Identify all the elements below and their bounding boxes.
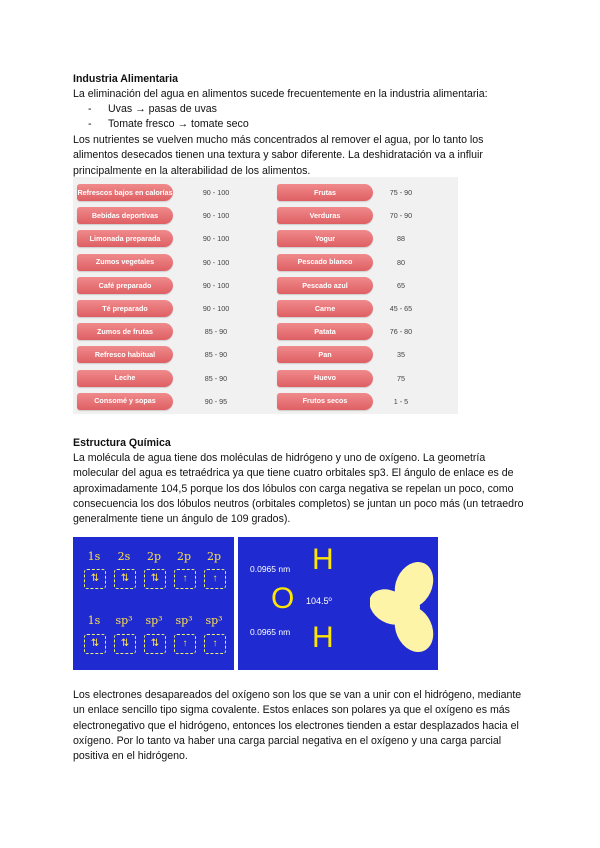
orbital-label: 2s — [117, 550, 131, 563]
orbital-box: ⇅ — [144, 569, 166, 589]
orbital-label: 1s — [87, 550, 101, 563]
paragraph-estructura: La molécula de agua tiene dos moléculas de hidrógeno y uno de oxígeno. La geometría molecular del agua es tetraédrica ya que tiene cuatro orbitales sp3. El ángulo de enlace es de aproximadamente 104,5 porque los dos lóbulos con carga negativa se repelan un poco, como consecuencia los dos lóbulos neutros (orbitales completos) se juntan un poco más (un tetraedro generalmente tiene un ángulo de 109 grados). — [73, 452, 524, 526]
table-row — [73, 181, 263, 204]
orbital-label: 2p — [146, 550, 162, 563]
orbital-diagram — [73, 537, 234, 670]
food-label: Pescado azul — [277, 277, 373, 294]
table-left-column — [73, 181, 263, 413]
food-label: Limonada preparada — [77, 230, 173, 247]
table-row — [271, 343, 461, 366]
table-row — [73, 320, 263, 343]
orbital-box: ↑ — [174, 569, 196, 589]
table-row — [271, 390, 461, 413]
food-label: Zumos vegetales — [77, 254, 173, 271]
water-percent-value: 90 - 100 — [202, 234, 230, 244]
food-label: Bebidas deportivas — [77, 207, 173, 224]
table-row — [271, 181, 461, 204]
food-label: Refrescos bajos en calorías — [77, 184, 173, 201]
intro-text: La eliminación del agua en alimentos sucede frecuentemente en la industria alimentaria: — [73, 88, 488, 100]
bullet-item: - Tomate fresco → tomate seco — [88, 117, 249, 132]
food-label: Café preparado — [77, 277, 173, 294]
table-row — [271, 297, 461, 320]
water-percent-value: 65 — [397, 280, 405, 290]
water-percent-value: 35 — [397, 350, 405, 360]
water-percent-value: 1 - 5 — [393, 396, 409, 406]
table-row — [271, 204, 461, 227]
orbital-box: ↑ — [174, 634, 196, 654]
food-label: Carne — [277, 300, 373, 317]
food-label: Leche — [77, 370, 173, 387]
orbital-label: 1s — [87, 614, 101, 627]
table-right-column — [271, 181, 461, 413]
table-row — [73, 297, 263, 320]
table-row — [271, 274, 461, 297]
table-row — [73, 274, 263, 297]
orbital-box: ↑ — [204, 634, 226, 654]
section-title-industria: Industria Alimentaria — [73, 73, 178, 85]
orbital-box: ⇅ — [84, 634, 106, 654]
food-label: Frutos secos — [277, 393, 373, 410]
food-label: Zumos de frutas — [77, 323, 173, 340]
water-percent-value: 80 — [397, 257, 405, 267]
food-label: Verduras — [277, 207, 373, 224]
food-label: Té preparado — [77, 300, 173, 317]
orbital-label: 2p — [206, 550, 222, 563]
water-percent-value: 75 — [397, 373, 405, 383]
hydrogen-atom-bottom: H — [312, 621, 334, 654]
table-row — [73, 390, 263, 413]
water-percent-value: 90 - 100 — [202, 188, 230, 197]
bond-length-top: 0.0965 nm — [250, 564, 291, 574]
water-molecule-diagram — [238, 537, 438, 670]
water-percent-value: 85 - 90 — [204, 327, 228, 337]
table-row — [73, 367, 263, 390]
orbital-label: sp³ — [115, 614, 133, 627]
table-row — [73, 227, 263, 250]
table-row — [271, 251, 461, 274]
food-label: Refresco habitual — [77, 346, 173, 363]
water-percent-value: 88 — [397, 234, 405, 244]
water-percent-value: 90 - 100 — [202, 211, 230, 221]
water-percent-value: 90 - 100 — [202, 280, 230, 290]
paragraph-electrones: Los electrones desapareados del oxígeno son los que se van a unir con el hidrógeno, mediante un enlace sencillo tipo sigma covalente. Estos enlaces son polares ya que el oxígeno es más electronegativo que el hidrógeno, entonces los electrones tienden a estar desplazados hacia el oxígeno. Por lo tanto va haber una carga parcial negativa en el oxígeno y una carga parcial positiva en el hidrógeno. — [73, 689, 522, 763]
table-row — [73, 343, 263, 366]
water-percent-value: 76 - 80 — [389, 327, 413, 337]
food-label: Yogur — [277, 230, 373, 247]
table-row — [271, 367, 461, 390]
section-title-estructura: Estructura Química — [73, 437, 171, 449]
table-row — [73, 251, 263, 274]
orbital-label: sp³ — [175, 614, 193, 627]
table-row — [271, 227, 461, 250]
orbital-box: ↑ — [204, 569, 226, 589]
bond-length-bottom: 0.0965 nm — [250, 627, 291, 637]
food-label: Huevo — [277, 370, 373, 387]
food-label: Consomé y sopas — [77, 393, 173, 410]
food-label: Pan — [277, 346, 373, 363]
bullet-item: - Uvas → pasas de uvas — [88, 102, 249, 117]
orbital-box: ⇅ — [84, 569, 106, 589]
water-percent-value: 75 - 90 — [389, 188, 413, 197]
hydrogen-atom-top: H — [312, 543, 334, 576]
water-percent-value: 90 - 100 — [202, 257, 230, 267]
water-percent-value: 90 - 100 — [202, 303, 230, 313]
paragraph-nutrientes: Los nutrientes se vuelven mucho más concentrados al remover el agua, por lo tanto los alimentos desecados tienen una textura y sabor diferente. La deshidratación va a influir principalmente en la alterabilidad de los alimentos. — [73, 134, 484, 177]
orbital-lobes-shape — [370, 557, 436, 653]
water-percent-value: 45 - 65 — [389, 303, 413, 313]
table-row — [73, 204, 263, 227]
food-label: Frutas — [277, 184, 373, 201]
orbital-box: ⇅ — [114, 634, 136, 654]
bond-angle: 104.5º — [306, 596, 332, 606]
water-percent-value: 70 - 90 — [389, 211, 413, 221]
water-percent-value: 85 - 90 — [204, 373, 228, 383]
orbital-label: sp³ — [205, 614, 223, 627]
food-label: Pescado blanco — [277, 254, 373, 271]
food-label: Patata — [277, 323, 373, 340]
bullet-list — [88, 102, 249, 133]
orbital-box: ⇅ — [114, 569, 136, 589]
orbital-label: sp³ — [145, 614, 163, 627]
orbital-label: 2p — [176, 550, 192, 563]
water-percent-value: 85 - 90 — [204, 350, 228, 360]
orbital-box: ⇅ — [144, 634, 166, 654]
table-row — [271, 320, 461, 343]
oxygen-atom: O — [271, 582, 295, 615]
water-content-table — [73, 177, 458, 414]
water-percent-value: 90 - 95 — [204, 396, 228, 406]
